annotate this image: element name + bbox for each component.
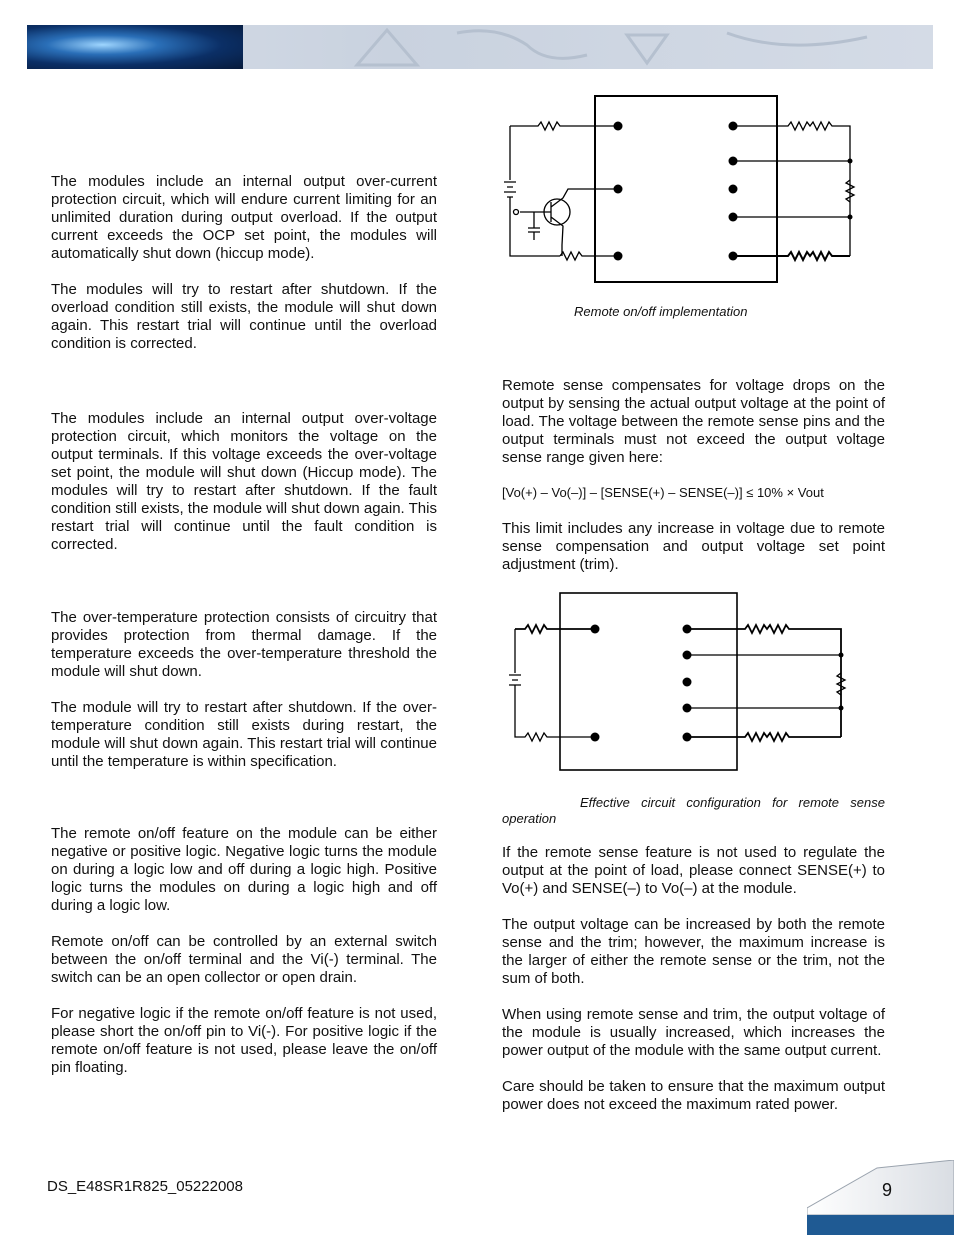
sense-paragraph-1: Remote sense compensates for voltage drops on the output by sensing the actual output voltage at the point of load. The voltage between the remote sense pins and the output terminals must not exceed the output voltage sense range given here: [502,377,885,466]
banner-decoration [27,25,933,69]
remote-sense-section [502,377,885,467]
sense-limit-section [502,520,885,574]
otp-section [51,609,437,771]
ovp-section [51,410,437,554]
page-corner-decoration [807,1160,954,1235]
remote-sense-circuit-diagram [505,588,855,778]
ocp-paragraph-2: The modules will try to restart after shutdown. If the overload condition still exists, the module will shut down again. This restart trial will continue until the overload condition is corrected. [51,281,437,352]
sense-paragraph-6: Care should be taken to ensure that the maximum output power does not exceed the maximum rated power. [502,1078,885,1113]
sense-paragraph-5: When using remote sense and trim, the output voltage of the module is usually increased, which increases the power output of the module with the same output current. [502,1006,885,1059]
sense-range-formula: [Vo(+) – Vo(–)] – [SENSE(+) – SENSE(–)] ≤ 10% × Vout [502,485,824,500]
otp-paragraph-1: The over-temperature protection consists of circuitry that provides protection from thermal damage. If the temperature exceeds the over-temperature threshold the module will shut down. [51,609,437,680]
remote-onoff-section [51,825,437,1077]
ocp-paragraph-1: The modules include an internal output over-current protection circuit, which will endure current limiting for an unlimited duration during output overload. If the output current exceeds the OCP set point, the modules will automatically shut down (hiccup mode). [51,173,437,262]
figure-caption-remote-onoff: Remote on/off implementation [574,304,748,319]
sense-paragraph-3: If the remote sense feature is not used to regulate the output at the point of load, please connect SENSE(+) to Vo(+) and SENSE(–) to Vo(–) at the module. [502,844,885,897]
otp-paragraph-2: The module will try to restart after shutdown. If the over-temperature condition still exists during restart, the module will shut down again. This restart trial will continue until the temperature is within specification. [51,699,437,770]
onoff-paragraph-2: Remote on/off can be controlled by an external switch between the on/off terminal and the Vi(-) terminal. The switch can be an open collector or open drain. [51,933,437,986]
figure-caption-remote-sense: Effective circuit configuration for remote sense operation [502,795,885,826]
header-banner [27,25,933,69]
remote-onoff-circuit-diagram [500,90,870,290]
sense-paragraph-4: The output voltage can be increased by both the remote sense and the trim; however, the maximum increase is the larger of either the remote sense or the trim, not the sum of both. [502,916,885,987]
document-id: DS_E48SR1R825_05222008 [47,1178,243,1195]
remote-sense-notes [502,844,885,1114]
page-number: 9 [882,1180,893,1200]
onoff-paragraph-3: For negative logic if the remote on/off feature is not used, please short the on/off pin to Vi(-). For positive logic if the remote on/off feature is not used, please leave the on/off pin floating. [51,1005,437,1076]
onoff-paragraph-1: The remote on/off feature on the module can be either negative or positive logic. Negative logic turns the module on during a logic low and off during a logic high. Positive logic turns the modules on during a logic high and off during a logic low. [51,825,437,914]
ocp-section [51,173,437,353]
ovp-paragraph-1: The modules include an internal output over-voltage protection circuit, which monitors the voltage on the output terminals. If this voltage exceeds the over-voltage set point, the module will shut down (Hiccup mode). The modules will try to restart after shutdown. If the fault condition still exists, the module will shut down again. This restart trial will continue until the fault condition is corrected. [51,410,437,553]
sense-paragraph-2: This limit includes any increase in voltage due to remote sense compensation and output voltage set point adjustment (trim). [502,520,885,573]
